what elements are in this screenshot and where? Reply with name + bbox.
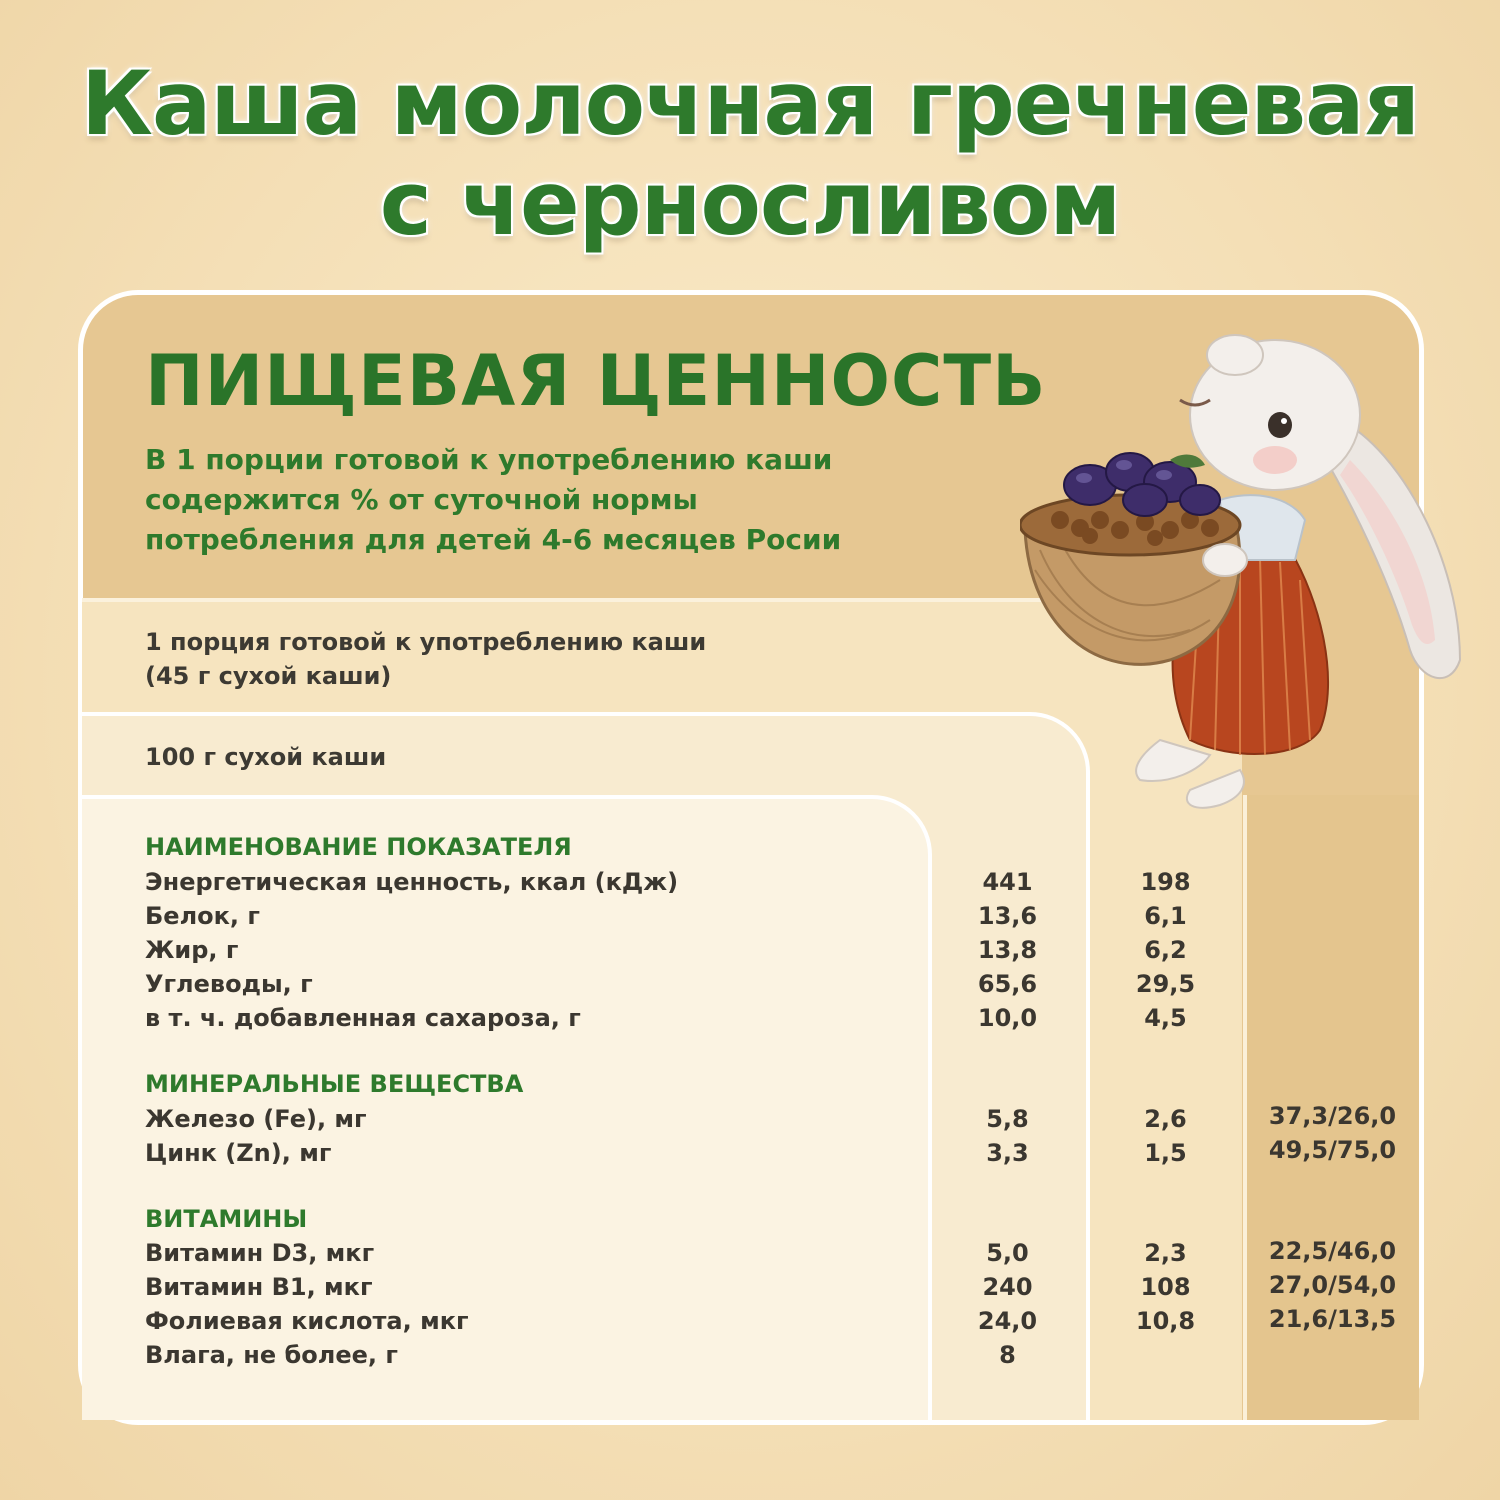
value-per-100g: 5,0	[986, 1239, 1029, 1267]
page-title-line-2: с черносливом	[379, 152, 1121, 255]
bunny-with-basket-icon	[1020, 300, 1470, 820]
value-per-serving: 2,3	[1144, 1239, 1187, 1267]
intro-line: В 1 порции готовой к употреблению каши	[145, 443, 833, 476]
page-title-line-1: Каша молочная гречневая	[81, 52, 1419, 155]
value-per-100g: 240	[982, 1273, 1033, 1301]
section-title: НАИМЕНОВАНИЕ ПОКАЗАТЕЛЯ	[145, 833, 572, 861]
table-row-name: Энергетическая ценность, ккал (кДж)	[145, 868, 679, 896]
section-title: ВИТАМИНЫ	[145, 1205, 308, 1233]
value-daily-norm: 49,5/75,0	[1268, 1136, 1397, 1164]
value-daily-norm: 22,5/46,0	[1268, 1237, 1397, 1265]
value-per-serving: 1,5	[1144, 1139, 1187, 1167]
per-100g-label: 100 г сухой каши	[145, 743, 387, 771]
value-per-serving: 2,6	[1144, 1105, 1187, 1133]
value-daily-norm: 37,3/26,0	[1268, 1102, 1397, 1130]
intro-line: содержится % от суточной нормы	[145, 483, 698, 516]
table-row-name: Цинк (Zn), мг	[145, 1139, 332, 1167]
table-row-name: Фолиевая кислота, мкг	[145, 1307, 469, 1335]
value-per-serving: 6,1	[1144, 902, 1187, 930]
table-row-name: Железо (Fe), мг	[145, 1105, 367, 1133]
table-row-name: Влага, не более, г	[145, 1341, 398, 1369]
table-row-name: Углеводы, г	[145, 970, 313, 998]
value-per-serving: 29,5	[1135, 970, 1196, 998]
value-per-100g: 24,0	[977, 1307, 1038, 1335]
value-per-100g: 5,8	[986, 1105, 1029, 1133]
value-per-100g: 8	[999, 1341, 1016, 1369]
section-title: МИНЕРАЛЬНЫЕ ВЕЩЕСТВА	[145, 1070, 524, 1098]
value-per-serving: 10,8	[1135, 1307, 1196, 1335]
value-per-100g: 3,3	[986, 1139, 1029, 1167]
value-per-100g: 10,0	[977, 1004, 1038, 1032]
value-per-serving: 108	[1140, 1273, 1191, 1301]
value-per-100g: 441	[982, 868, 1033, 896]
value-per-serving: 198	[1140, 868, 1191, 896]
table-row-name: Белок, г	[145, 902, 260, 930]
value-daily-norm: 27,0/54,0	[1268, 1271, 1397, 1299]
table-row-name: Жир, г	[145, 936, 239, 964]
table-row-name: Витамин B1, мкг	[145, 1273, 373, 1301]
value-per-100g: 65,6	[977, 970, 1038, 998]
serving-label-line: (45 г сухой каши)	[145, 662, 392, 690]
table-row-name: Витамин D3, мкг	[145, 1239, 375, 1267]
nutrition-heading: ПИЩЕВАЯ ЦЕННОСТЬ	[145, 340, 1047, 422]
serving-label-line: 1 порция готовой к употреблению каши	[145, 628, 707, 656]
value-per-serving: 6,2	[1144, 936, 1187, 964]
value-daily-norm: 21,6/13,5	[1268, 1305, 1397, 1333]
intro-line: потребления для детей 4-6 месяцев Росии	[145, 523, 842, 556]
value-per-serving: 4,5	[1144, 1004, 1187, 1032]
table-row-name: в т. ч. добавленная сахароза, г	[145, 1004, 581, 1032]
value-per-100g: 13,8	[977, 936, 1038, 964]
value-per-100g: 13,6	[977, 902, 1038, 930]
